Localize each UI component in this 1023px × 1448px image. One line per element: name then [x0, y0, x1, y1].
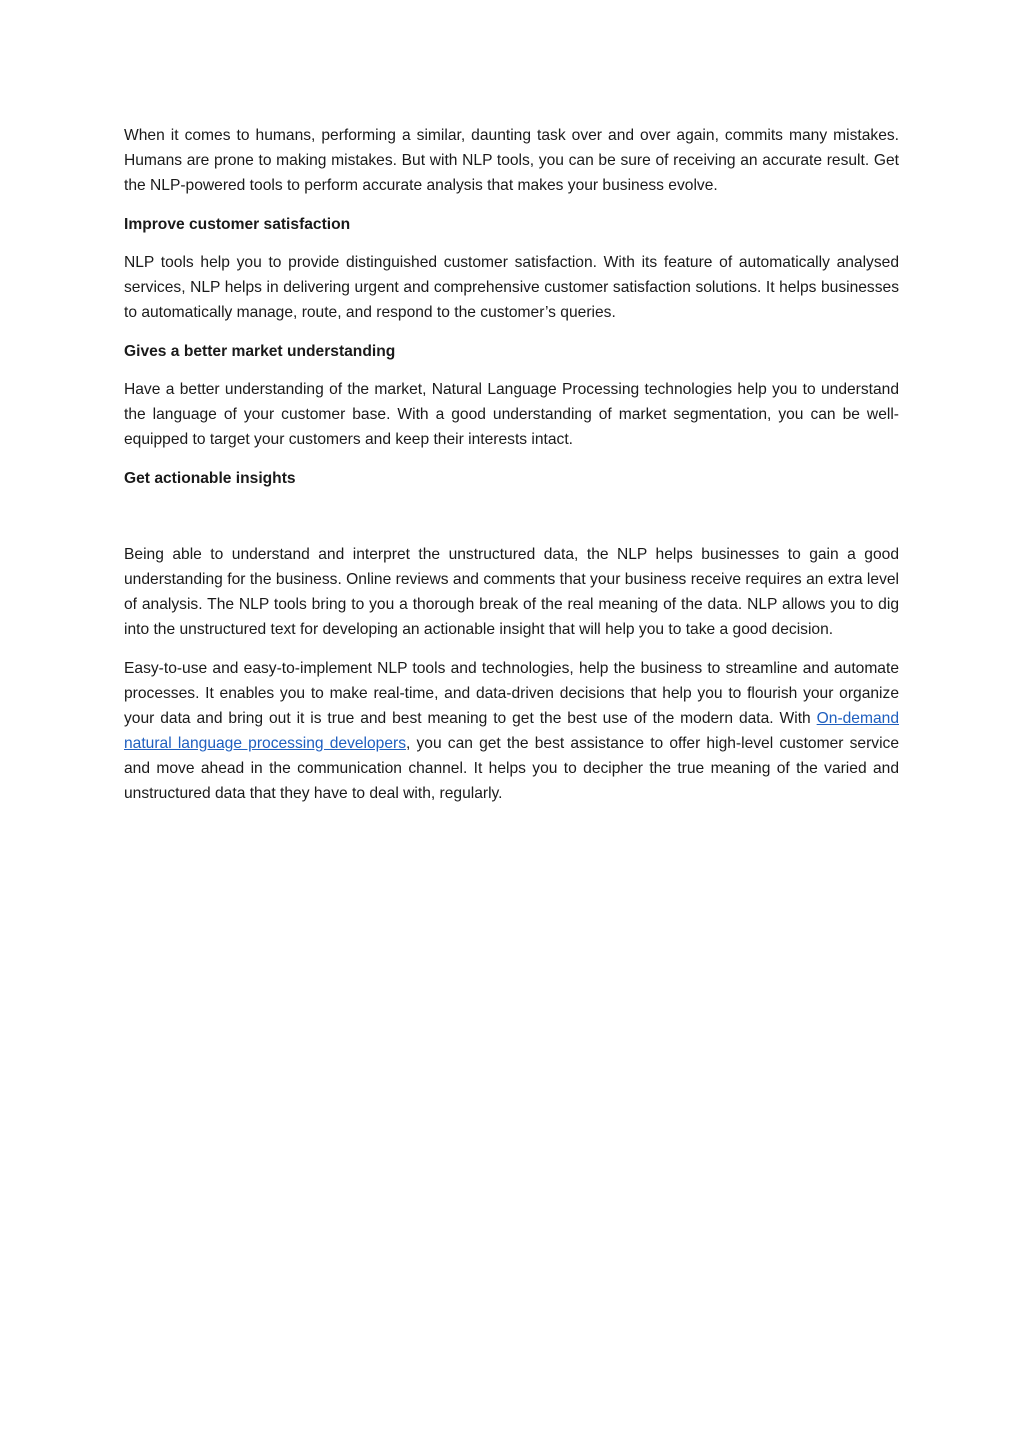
paragraph-human-mistakes: When it comes to humans, performing a similar, daunting task over and over again, commits many mistakes. Humans are prone to making mistakes. But with NLP tools, you can be sure of receiving an accurate result. Get the NLP-powered tools to perform accurate analysis that makes your business evolve.	[124, 127, 899, 194]
paragraph-actionable-insights: Being able to understand and interpret the unstructured data, the NLP helps businesses to gain a good understanding for the business. Online reviews and comments that your business receive requires an extra level of analysis. The NLP tools bring to you a thorough break of the real meaning of the data. NLP allows you to dig into the unstructured text for developing an actionable insight that will help you to take a good decision.	[124, 546, 899, 638]
heading-market-understanding: Gives a better market understanding	[124, 342, 396, 360]
nlp-developers-link[interactable]: On-demand natural language processing developers	[124, 709, 899, 752]
document-body	[124, 123, 899, 819]
heading-improve-customer-satisfaction: Improve customer satisfaction	[124, 215, 351, 233]
paragraph-customer-satisfaction: NLP tools help you to provide distinguished customer satisfaction. With its feature of automatically analysed services, NLP helps in delivering urgent and comprehensive customer satisfaction solutions. It helps businesses to automatically manage, route, and respond to the customer’s queries.	[124, 254, 899, 321]
heading-actionable-insights: Get actionable insights	[124, 469, 296, 487]
paragraph-conclusion-text-before: Easy-to-use and easy-to-implement NLP tools and technologies, help the business to streamline and automate processes. It enables you to make real-time, and data-driven decisions that help you to flourish your organize your data and bring out it is true and best meaning to get the best use of the modern data. With	[124, 659, 899, 727]
paragraph-conclusion	[124, 656, 899, 806]
blank-line-spacer	[124, 504, 899, 542]
paragraph-market-understanding: Have a better understanding of the market, Natural Language Processing technologies help you to understand the language of your customer base. With a good understanding of market segmentation, you can be well-equipped to target your customers and keep their interests intact.	[124, 381, 899, 448]
paragraph-conclusion-text-after: , you can get the best assistance to offer high-level customer service and move ahead in the communication channel. It helps you to decipher the true meaning of the varied and unstructured data that they have to deal with, regularly.	[124, 734, 900, 802]
